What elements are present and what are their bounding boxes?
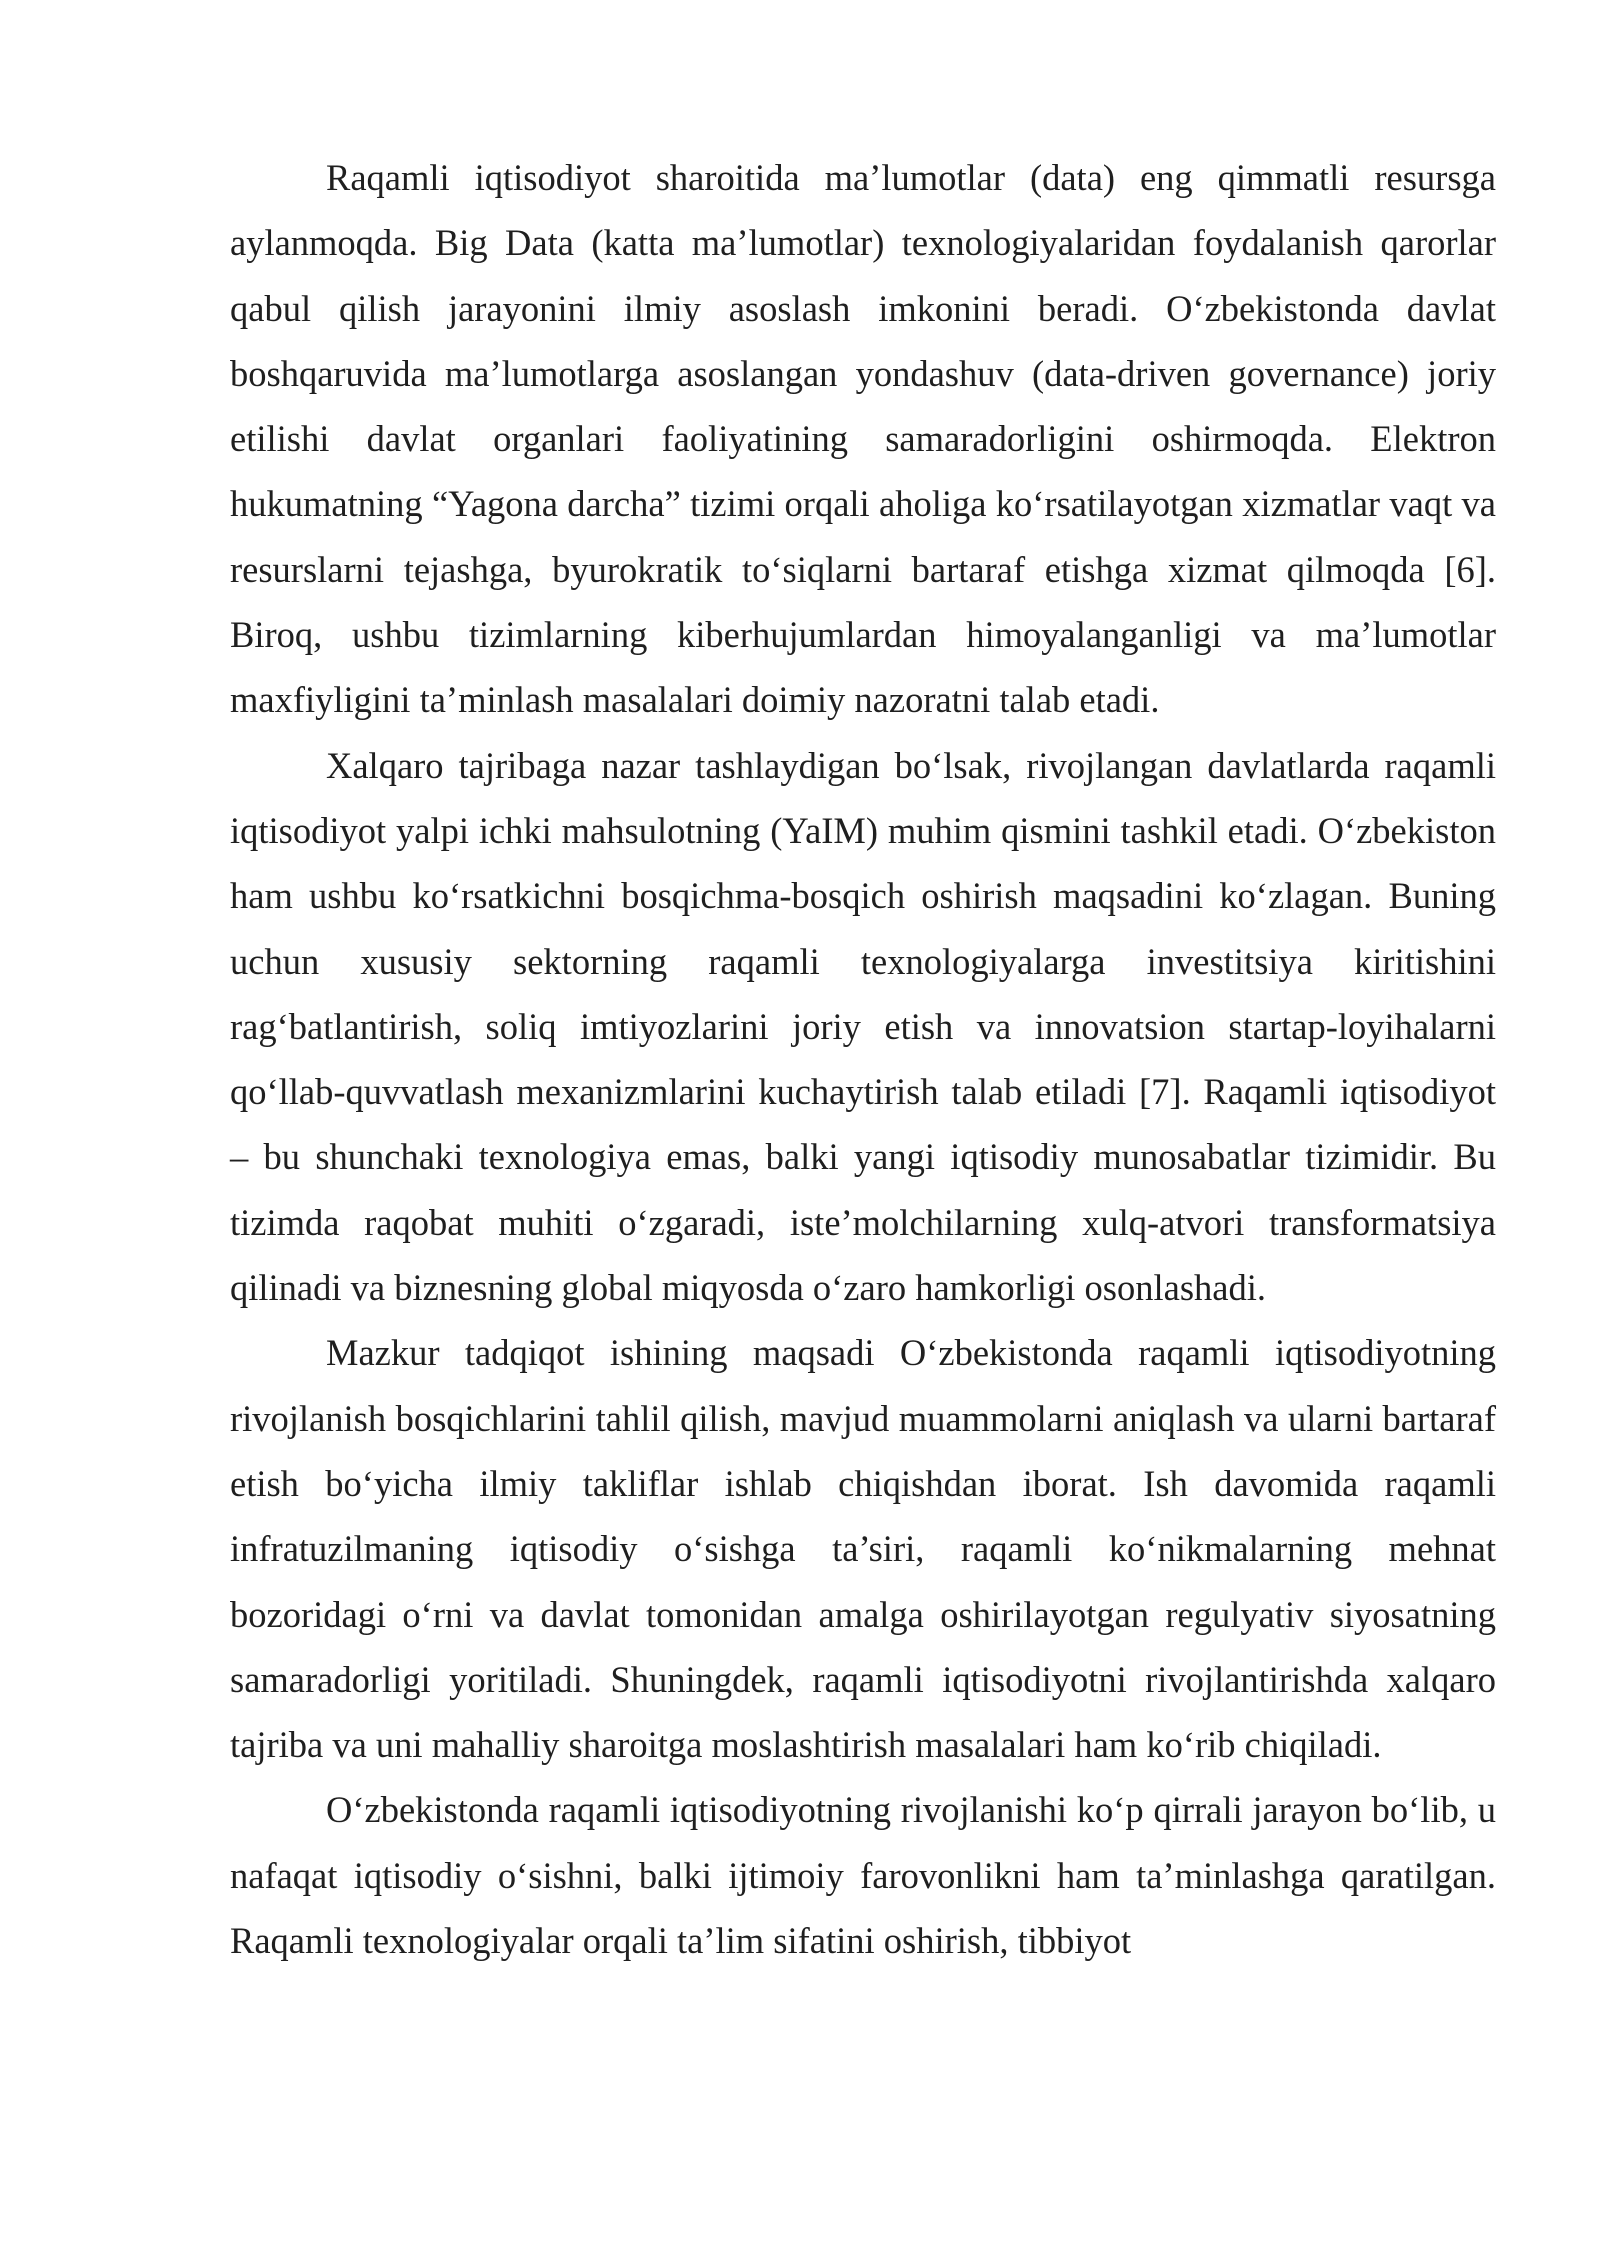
paragraph-research-goal: Mazkur tadqiqot ishining maqsadi O‘zbekistonda raqamli iqtisodiyotning rivojlanish bosqichlarini tahlil qilish, mavjud muammolarni aniqlash va ularni bartaraf etish bo‘yicha ilmiy takliflar ishlab chiqishdan iborat. Ish davomida raqamli infratuzilmaning iqtisodiy o‘sishga ta’siri, raqamli ko‘nikmalarning mehnat bozoridagi o‘rni va davlat tomonidan amalga oshirilayotgan regulyativ siyosatning samaradorligi yoritiladi. Shuningdek, raqamli iqtisodiyotni rivojlantirishda xalqaro tajriba va uni mahalliy sharoitga moslashtirish masalalari ham ko‘rib chiqiladi. bbox=[230, 1332, 1496, 1766]
document-page bbox=[230, 145, 1496, 1973]
paragraph-data-driven-governance: Raqamli iqtisodiyot sharoitida ma’lumotlar (data) eng qimmatli resursga aylanmoqda. Big Data (katta ma’lumotlar) texnologiyalaridan foydalanish qarorlar qabul qilish jarayonini ilmiy asoslash imkonini beradi. O‘zbekistonda davlat boshqaruvida ma’lumotlarga asoslangan yondashuv (data-driven governance) joriy etilishi davlat organlari faoliyatining samaradorligini oshirmoqda. Elektron hukumatning “Yagona darcha” tizimi orqali aholiga ko‘rsatilayotgan xizmatlar vaqt va resurslarni tejashga, byurokratik to‘siqlarni bartaraf etishga xizmat qilmoqda [6]. Biroq, ushbu tizimlarning kiberhujumlardan himoyalanganligi va ma’lumotlar maxfiyligini ta’minlash masalalari doimiy nazoratni talab etadi. bbox=[230, 157, 1496, 721]
paragraph-digital-economy-development: O‘zbekistonda raqamli iqtisodiyotning rivojlanishi ko‘p qirrali jarayon bo‘lib, u nafaqat iqtisodiy o‘sishni, balki ijtimoiy farovonlikni ham ta’minlashga qaratilgan. Raqamli texnologiyalar orqali ta’lim sifatini oshirish, tibbiyot bbox=[230, 1789, 1496, 1962]
paragraph-international-experience: Xalqaro tajribaga nazar tashlaydigan bo‘lsak, rivojlangan davlatlarda raqamli iqtisodiyot yalpi ichki mahsulotning (YaIM) muhim qismini tashkil etadi. O‘zbekiston ham ushbu ko‘rsatkichni bosqichma-bosqich oshirish maqsadini ko‘zlagan. Buning uchun xususiy sektorning raqamli texnologiyalarga investitsiya kiritishini rag‘batlantirish, soliq imtiyozlarini joriy etish va innovatsion startap-loyihalarni qo‘llab-quvvatlash mexanizmlarini kuchaytirish talab etiladi [7]. Raqamli iqtisodiyot – bu shunchaki texnologiya emas, balki yangi iqtisodiy munosabatlar tizimidir. Bu tizimda raqobat muhiti o‘zgaradi, iste’molchilarning xulq-atvori transformatsiya qilinadi va biznesning global miqyosda o‘zaro hamkorligi osonlashadi. bbox=[230, 744, 1496, 1309]
